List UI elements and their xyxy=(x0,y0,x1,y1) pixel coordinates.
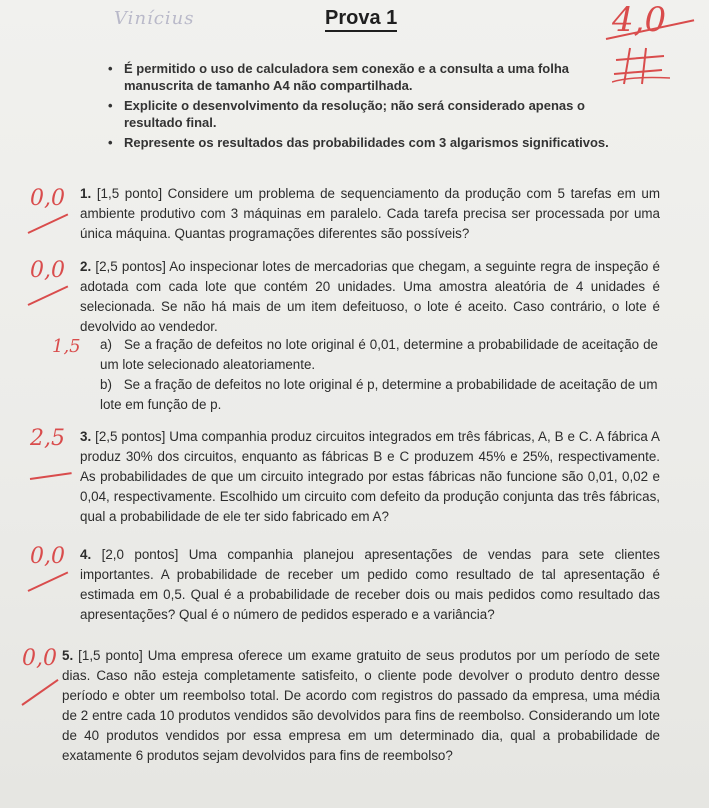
question-number: 4. xyxy=(80,547,92,562)
question-number: 1. xyxy=(80,186,92,201)
instruction-item: • Represente os resultados das probabilidades com 3 algarismos significativos. xyxy=(108,134,628,151)
subquestion-text: Se a fração de defeitos no lote original é 0,01, determine a probabilidade de aceitação de um lote selecionado aleatoriamente. xyxy=(100,337,658,372)
question-number: 3. xyxy=(80,429,92,444)
question-2b xyxy=(100,375,658,415)
student-name: Vinícius xyxy=(114,8,195,29)
total-score: 4,0 xyxy=(612,0,667,40)
question-1 xyxy=(80,184,660,244)
q3-grade: 2,5 xyxy=(30,426,65,451)
question-5 xyxy=(62,646,660,766)
q1-grade: 0,0 xyxy=(30,186,65,211)
question-text: [2,0 pontos] Uma companhia planejou apresentações de vendas para sete clientes importantes. A probabilidade de receber um pedido como resultado de tal apresentação é estimada em 0,5. Qual é a probabilidade de receber dois ou mais pedidos como resultado das apresentações? Qual é o número de pedidos esperado e a variância? xyxy=(80,547,660,622)
question-2 xyxy=(80,257,660,337)
subquestion-text: Se a fração de defeitos no lote original é p, determine a probabilidade de aceitação de um lote em função de p. xyxy=(100,377,658,412)
q2-grade: 0,0 xyxy=(30,258,65,283)
question-4 xyxy=(80,545,660,625)
q4-grade: 0,0 xyxy=(30,544,65,569)
question-number: 2. xyxy=(80,259,92,274)
page-title: Prova 1 xyxy=(325,6,397,32)
q2a-grade: 1,5 xyxy=(52,336,81,357)
question-text: [2,5 pontos] Uma companhia produz circuitos integrados em três fábricas, A, B e C. A fábrica A produz 30% dos circuitos, enquanto as fábricas B e C produzem 45% e 25%, respectivamente. As probabilidades de que um circuito integrado por estas fábricas não funcione são 0,01, 0,02 e 0,04, respectivamente. Escolhido um circuito com defeito da produção conjunta das três fábricas, qual a probabilidade de ele ter sido fabricado em A? xyxy=(80,429,660,524)
question-text: [1,5 ponto] Uma empresa oferece um exame gratuito de seus produtos por um período de sete dias. Caso não esteja completamente satisfeito, o cliente pode devolver o produto dentro desse período e obter um reembolso total. De acordo com registros do passado da empresa, uma média de 2 entre cada 10 produtos vendidos são devolvidos para fins de reembolso. Considerando um lote de 40 produtos vendidos por essa empresa em um determinado dia, qual a probabilidade de exatamente 6 produtos sejam devolvidos para fins de reembolso? xyxy=(62,648,660,763)
question-number: 5. xyxy=(62,648,74,663)
q4-grade-stroke xyxy=(28,571,69,591)
subquestion-label: a) xyxy=(100,337,112,352)
question-text: [1,5 ponto] Considere um problema de sequenciamento da produção com 5 tarefas em um ambiente produtivo com 3 máquinas em paralelo. Cada tarefa precisa ser processada por uma única máquina. Quantas programações diferentes são possíveis? xyxy=(80,186,660,241)
question-text: [2,5 pontos] Ao inspecionar lotes de mercadorias que chegam, a seguinte regra de inspeção é adotada com cada lote que contém 20 unidades. Uma amostra aleatória de 4 unidades é selecionada. Se não há mais de um item defeituoso, o lote é aceito. Caso contrário, o lote é devolvido ao vendedor. xyxy=(80,259,660,334)
instruction-item: • É permitido o uso de calculadora sem conexão e a consulta a uma folha manuscrita de tamanho A4 não compartilhada. xyxy=(108,60,628,94)
q5-grade-stroke xyxy=(21,679,58,706)
q1-grade-stroke xyxy=(28,213,69,233)
instruction-item: • Explicite o desenvolvimento da resolução; não será considerado apenas o resultado final. xyxy=(108,97,628,131)
question-3 xyxy=(80,427,660,527)
question-2a xyxy=(100,335,658,375)
instructions-list xyxy=(108,60,628,154)
q3-grade-stroke xyxy=(30,472,72,480)
subquestion-label: b) xyxy=(100,377,112,392)
q5-grade: 0,0 xyxy=(22,646,57,671)
q2-grade-stroke xyxy=(28,285,69,305)
